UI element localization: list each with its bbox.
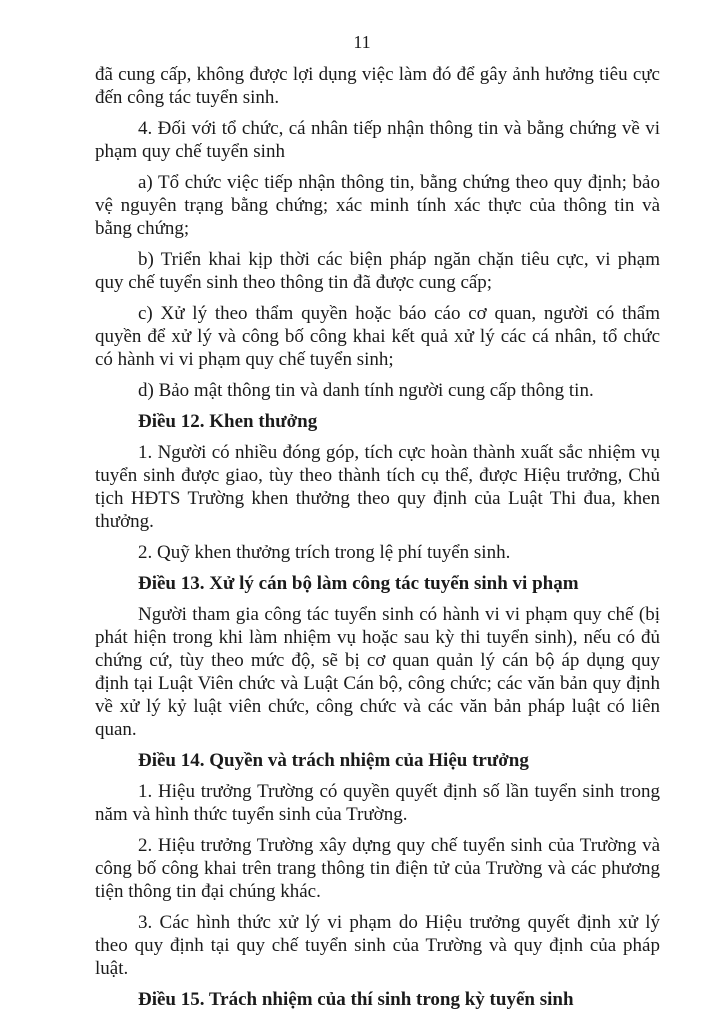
heading-article-15: Điều 15. Trách nhiệm của thí sinh trong kỳ tuyển sinh [138,989,574,1010]
page-number: 11 [353,32,371,52]
paragraph-article14-clause-1: 1. Hiệu trưởng Trường có quyền quyết định số lần tuyển sinh trong năm và hình thức tuyển sinh của Trường. [95,781,660,825]
heading-article-12: Điều 12. Khen thưởng [138,411,318,432]
paragraph-article14-clause-2: 2. Hiệu trưởng Trường xây dựng quy chế tuyển sinh của Trường và công bố công khai trên trang thông tin điện tử của Trường và các phương tiện thông tin đại chúng khác. [95,835,660,902]
paragraph-point-a: a) Tổ chức việc tiếp nhận thông tin, bằng chứng theo quy định; bảo vệ nguyên trạng bằng chứng; xác minh tính xác thực của thông tin và bằng chứng; [95,172,660,239]
paragraph-clause-4: 4. Đối với tổ chức, cá nhân tiếp nhận thông tin và bằng chứng về vi phạm quy chế tuyển sinh [95,118,660,162]
paragraph-article13-body: Người tham gia công tác tuyển sinh có hành vi vi phạm quy chế (bị phát hiện trong khi làm nhiệm vụ hoặc sau kỳ thi tuyển sinh), nếu có đủ chứng cứ, tùy theo mức độ, sẽ bị cơ quan quản lý cán bộ áp dụng quy định tại Luật Viên chức và Luật Cán bộ, công chức; các văn bản quy định về xử lý kỷ luật viên chức, công chức và các văn bản pháp luật có liên quan. [95,604,660,740]
paragraph-article12-clause-1: 1. Người có nhiều đóng góp, tích cực hoàn thành xuất sắc nhiệm vụ tuyển sinh được giao, tùy theo thành tích cụ thể, được Hiệu trưởng, Chủ tịch HĐTS Trường khen thưởng theo quy định của Luật Thi đua, khen thưởng. [95,442,660,532]
document-content [95,63,660,1011]
paragraph-continuation: đã cung cấp, không được lợi dụng việc làm đó để gây ảnh hưởng tiêu cực đến công tác tuyển sinh. [95,64,660,108]
paragraph-point-c: c) Xử lý theo thẩm quyền hoặc báo cáo cơ quan, người có thẩm quyền để xử lý và công bố công khai kết quả xử lý các cá nhân, tổ chức có hành vi vi phạm quy chế tuyển sinh; [95,303,660,370]
paragraph-point-d: d) Bảo mật thông tin và danh tính người cung cấp thông tin. [138,380,594,401]
paragraph-article12-clause-2: 2. Quỹ khen thưởng trích trong lệ phí tuyển sinh. [138,542,511,563]
heading-article-14: Điều 14. Quyền và trách nhiệm của Hiệu trưởng [138,750,529,771]
heading-article-13: Điều 13. Xử lý cán bộ làm công tác tuyển sinh vi phạm [138,573,579,594]
paragraph-article14-clause-3: 3. Các hình thức xử lý vi phạm do Hiệu trưởng quyết định xử lý theo quy định tại quy chế tuyển sinh của Trường và quy định của pháp luật. [95,912,660,979]
paragraph-point-b: b) Triển khai kịp thời các biện pháp ngăn chặn tiêu cực, vi phạm quy chế tuyển sinh theo thông tin đã được cung cấp; [95,249,660,293]
